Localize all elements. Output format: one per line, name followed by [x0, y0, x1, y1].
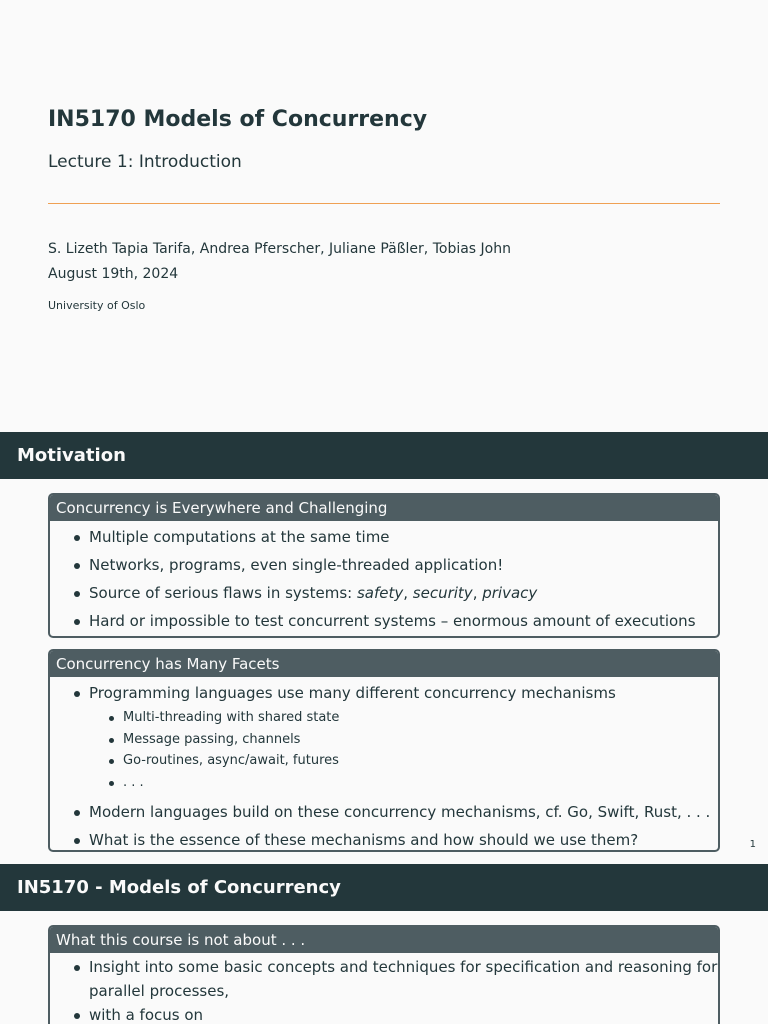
- sub-list-item: Go-routines, async/await, futures: [89, 750, 718, 772]
- sub-list-item: . . .: [89, 772, 718, 794]
- term-safety: safety: [356, 584, 404, 602]
- course-not-about-block: [48, 925, 720, 1024]
- flaws-prefix: Source of serious flaws in systems:: [89, 584, 357, 602]
- list-item-text: Programming languages use many different concurrency mechanisms: [89, 684, 616, 702]
- institute: University of Oslo: [48, 299, 146, 312]
- concurrency-facets-block: [48, 649, 720, 852]
- list-item: with a focus on: [50, 1003, 718, 1024]
- sub-list-item: Multi-threading with shared state: [89, 707, 718, 729]
- presentation-subtitle: Lecture 1: Introduction: [48, 152, 242, 172]
- title-slide: [0, 0, 768, 432]
- title-divider: [48, 203, 720, 204]
- frame-title: Motivation: [0, 432, 768, 479]
- motivation-slide: [0, 432, 768, 864]
- list-item: Multiple computations at the same time: [50, 523, 718, 551]
- list-item: [50, 679, 718, 793]
- presentation-date: August 19th, 2024: [48, 266, 179, 282]
- list-item: What is the essence of these mechanisms and how should we use them?: [50, 826, 718, 852]
- list-item: Hard or impossible to test concurrent systems – enormous amount of executions: [50, 607, 718, 635]
- page-number: 1: [749, 839, 756, 850]
- sub-list-item: Message passing, channels: [89, 729, 718, 751]
- list-item: Insight into some basic concepts and techniques for specification and reasoning for parallel processes,: [50, 955, 718, 1003]
- block-title: What this course is not about . . .: [50, 927, 718, 953]
- list-item: Modern languages build on these concurrency mechanisms, cf. Go, Swift, Rust, . . .: [50, 798, 718, 826]
- term-security: security: [412, 584, 473, 602]
- course-slide: [0, 864, 768, 1024]
- list-item: Source of serious flaws in systems: safety, security, privacy: [50, 579, 718, 607]
- term-privacy: privacy: [482, 584, 538, 602]
- block-title: Concurrency has Many Facets: [50, 651, 718, 677]
- list-item: Networks, programs, even single-threaded application!: [50, 551, 718, 579]
- block-title: Concurrency is Everywhere and Challenging: [50, 495, 718, 521]
- concurrency-everywhere-block: [48, 493, 720, 638]
- frame-title: IN5170 - Models of Concurrency: [0, 864, 768, 911]
- authors: S. Lizeth Tapia Tarifa, Andrea Pferscher, Juliane Päßler, Tobias John: [48, 241, 511, 257]
- presentation-title: IN5170 Models of Concurrency: [48, 107, 428, 132]
